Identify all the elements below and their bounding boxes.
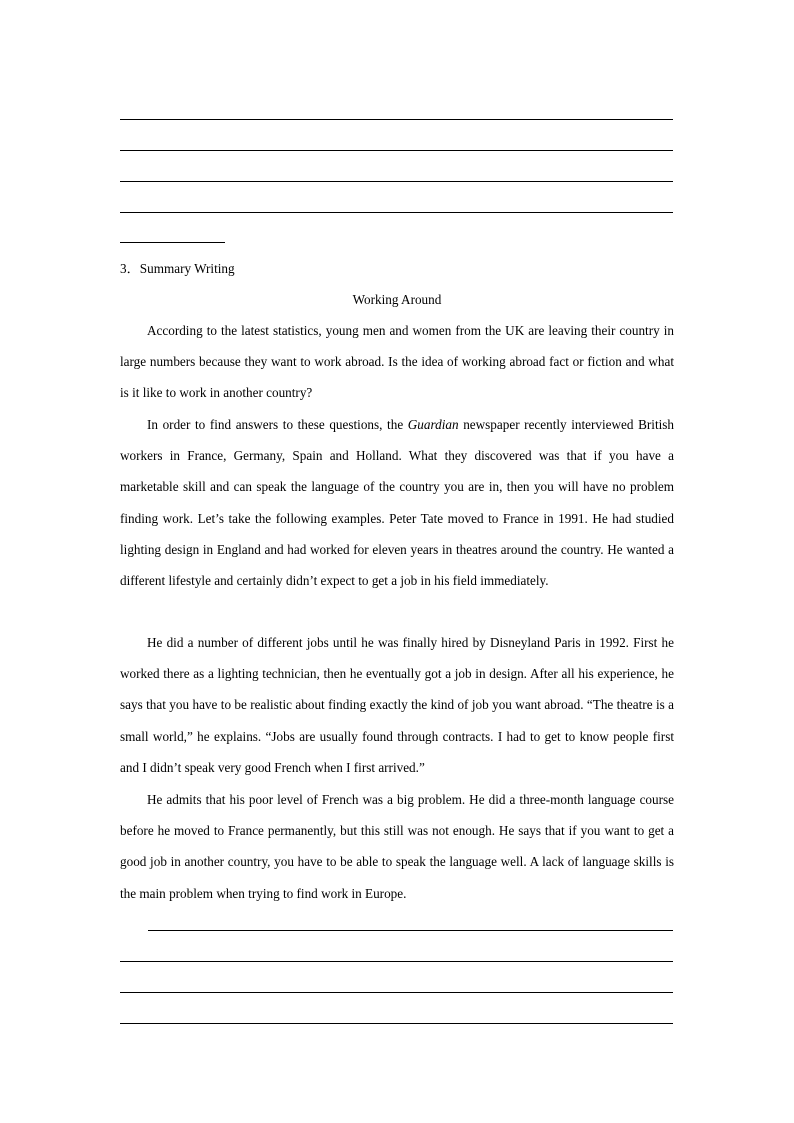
section-heading	[120, 253, 235, 284]
answer-line	[148, 930, 673, 931]
answer-line	[120, 1023, 673, 1024]
answer-line-short	[120, 242, 225, 243]
newspaper-name: Guardian	[407, 417, 459, 432]
paragraph-2-start: In order to find answers to these questions, the	[147, 417, 408, 432]
paragraph-1: According to the latest statistics, young men and women from the UK are leaving their country in large numbers because they want to work abroad. Is the idea of working abroad fact or fiction and what is it like to work in another country?	[120, 323, 674, 401]
section-heading-text: Summary Writing	[139, 261, 235, 276]
passage-title: Working Around	[352, 292, 442, 307]
paragraph-2	[120, 409, 674, 596]
answer-line	[120, 150, 673, 151]
answer-line	[120, 119, 673, 120]
answer-line	[120, 992, 673, 993]
answer-line	[120, 181, 673, 182]
answer-line	[120, 212, 673, 213]
answer-line	[120, 961, 673, 962]
paragraph-2-rest: newspaper recently interviewed British workers in France, Germany, Spain and Holland. What they discovered was that if you have a marketable skill and can speak the language of the country you are in, then you will have no problem finding work. Let’s take the following examples. Peter Tate moved to France in 1991. He had studied lighting design in England and had worked for eleven years in theatres around the country. He wanted a different lifestyle and certainly didn’t expect to get a job in his field immediately.	[120, 417, 675, 589]
section-number: 3．	[120, 261, 140, 276]
paragraph-3: He did a number of different jobs until he was finally hired by Disneyland Paris in 1992. First he worked there as a lighting technician, then he eventually got a job in design. After all his experience, he says that you have to be realistic about finding exactly the kind of job you want abroad. “The theatre is a small world,” he explains. “Jobs are usually found through contracts. I had to get to know people first and I didn’t speak very good French when I first arrived.”	[120, 635, 674, 775]
paragraph-4: He admits that his poor level of French was a big problem. He did a three-month language course before he moved to France permanently, but this still was not enough. He says that if you want to get a good job in another country, you have to be able to speak the language well. A lack of language skills is the main problem when trying to find work in Europe.	[120, 792, 674, 901]
